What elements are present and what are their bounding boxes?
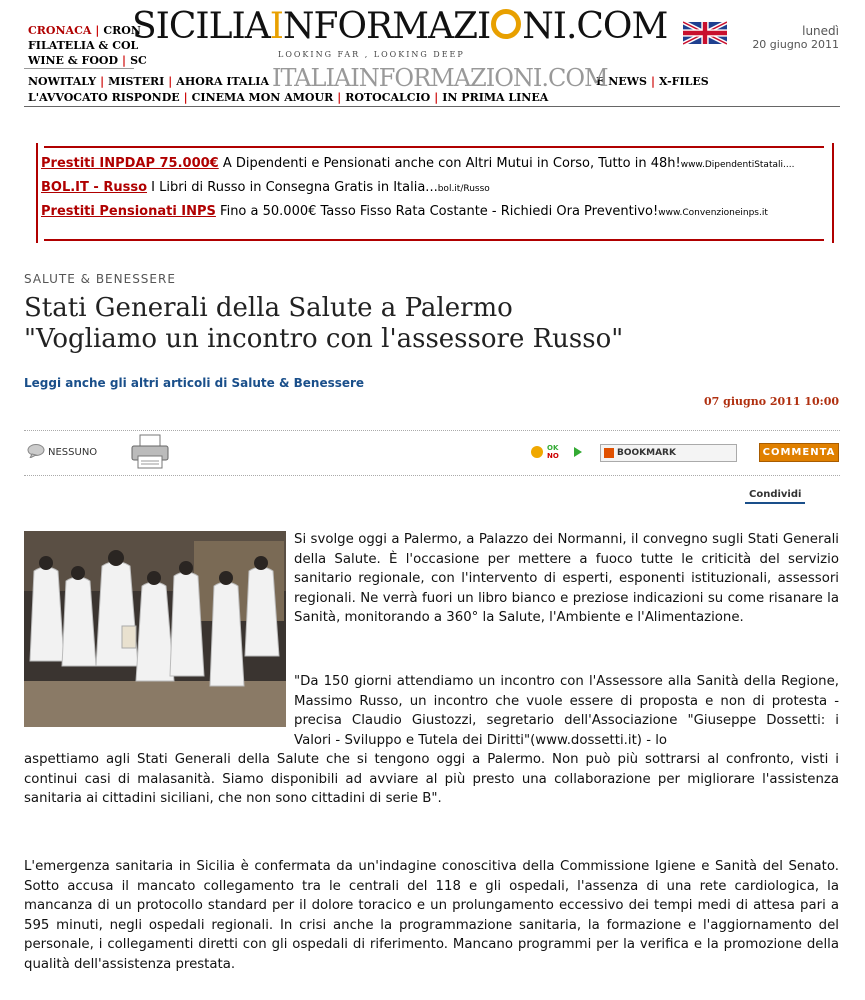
printer-icon[interactable] bbox=[130, 434, 170, 470]
ad-item[interactable]: Prestiti INPDAP 75.000€ A Dipendenti e Pensionati anche con Altri Mutui in Corso, Tutto in 48h!www.DipendentiStatali.... bbox=[41, 156, 795, 171]
nav-row-1: CRONACA | CRON bbox=[24, 24, 145, 37]
uk-flag-icon[interactable] bbox=[683, 18, 727, 48]
logo-tagline: LOOKING FAR , LOOKING DEEP bbox=[278, 50, 465, 59]
nav-item-x-files[interactable]: X-FILES bbox=[658, 75, 709, 88]
logo-o-icon bbox=[491, 9, 521, 39]
nav-item-cronaca[interactable]: CRONACA bbox=[28, 24, 92, 37]
ad-item[interactable]: BOL.IT - Russo I Libri di Russo in Consegna Gratis in Italia...bol.it/Russo bbox=[41, 180, 490, 195]
comments-count[interactable]: NESSUNO bbox=[48, 447, 98, 458]
svg-text:OK: OK bbox=[547, 444, 559, 452]
nav-item-news[interactable]: E NEWS bbox=[596, 75, 647, 88]
nav-item-sc[interactable]: SC bbox=[130, 54, 147, 67]
current-date: lunedì 20 giugno 2011 bbox=[752, 24, 839, 51]
article-paragraph: Si svolge oggi a Palermo, a Palazzo dei Normanni, il convegno sugli Stati Generali della Salute. È l'occasione per mettere a fuoco tutte le criticità del servizio sanitario regionale, con l'intervento di esperti, esponenti istituzionali, assessori regionali. Ne verrà fuori un libro bianco e preziose indicazioni su come risanare la Sanità, monitorando a 360° la Salute, l'Ambiente e l'Alimentazione. bbox=[294, 532, 839, 626]
read-more-link[interactable]: Leggi anche gli altri articoli di Salute & Benessere bbox=[24, 376, 365, 390]
nav-row-2 bbox=[24, 39, 142, 52]
nav-item-cron[interactable]: CRON bbox=[103, 24, 141, 37]
nav-item-in-prima-linea[interactable]: IN PRIMA LINEA bbox=[442, 91, 549, 104]
site-logo[interactable]: SICILIAINFORMAZI NI.COM bbox=[132, 6, 668, 47]
svg-text:NO: NO bbox=[547, 452, 559, 460]
comment-button[interactable]: COMMENTA bbox=[759, 443, 839, 462]
article-photo bbox=[24, 531, 286, 727]
nav-row-3: WINE & FOOD | SC bbox=[24, 54, 151, 67]
nav-item-rotocalcio[interactable]: ROTOCALCIO bbox=[345, 91, 431, 104]
nav-item-cinema[interactable]: CINEMA MON AMOUR bbox=[191, 91, 334, 104]
article-paragraph: L'emergenza sanitaria in Sicilia è confermata da un'indagine conoscitiva della Commissione Igiene e Sanità del Senato. Sotto accusa il mancato collegamento tra le centrali del 118 e gli ospedali, l'assenza di una rete cardiologica, la mancanza di un protocollo standard per il dolore toracico e un prolungamento eccessivo dei tempi medi di attesa pari a 595 minuti, negli ospedali regionali. In crisi anche la programmazione sanitaria, la formazione e l'aggiornamento del personale, i collegamenti diretti con gli ospedali di riferimento. Mancano programmi per la verifica e la promozione della qualità dell'assistenza prestata. bbox=[24, 859, 839, 972]
nav-item-ahora-italia[interactable]: AHORA ITALIA bbox=[176, 75, 269, 88]
nav-row-4-right: E NEWS | X-FILES bbox=[592, 75, 713, 88]
nav-row-4: NOWITALY | MISTERI | AHORA ITALIA bbox=[24, 75, 273, 88]
nav-item-avvocato[interactable]: L'AVVOCATO RISPONDE bbox=[28, 91, 180, 104]
article-paragraph: "Da 150 giorni attendiamo un incontro con l'Assessore alla Sanità della Regione, Massimo Russo, un incontro che vuole essere di proposta e non di protesta - precisa Claudio Giustozzi, segretario dell'Associazione "Giuseppe Dossetti: i Valori - Sviluppo e Tutela dei Diritti"(www.dossetti.it) - lo bbox=[294, 674, 839, 748]
nav-item-filatelia[interactable]: FILATELIA & COL bbox=[28, 39, 139, 52]
ad-item[interactable]: Prestiti Pensionati INPS Fino a 50.000€ Tasso Fisso Rata Costante - Richiedi Ora Preventivo!www.Convenzioneinps.it bbox=[41, 204, 768, 219]
share-link[interactable]: Condividi bbox=[745, 489, 805, 504]
sub-logo[interactable]: ITALIAINFORMAZIONI.COM bbox=[272, 64, 608, 92]
bookmark-button[interactable]: BOOKMARK bbox=[600, 444, 737, 462]
comment-bubble-icon bbox=[27, 444, 45, 458]
article-category[interactable]: SALUTE & BENESSERE bbox=[24, 272, 176, 286]
nav-row-5: L'AVVOCATO RISPONDE | CINEMA MON AMOUR | ROTOCALCIO | IN PRIMA LINEA bbox=[24, 91, 552, 104]
article-paragraph: aspettiamo agli Stati Generali della Salute che si tengono oggi a Palermo. Non può più sottrarsi al confronto, visti i continui casi di malasanità. Siamo disponibili ad avviare al più presto una collaborazione per migliorare l'assistenza sanitaria ai cittadini siciliani, che non sono cittadini di serie B". bbox=[24, 752, 839, 807]
nav-item-wine-food[interactable]: WINE & FOOD bbox=[28, 54, 119, 67]
nav-item-misteri[interactable]: MISTERI bbox=[108, 75, 165, 88]
okno-vote-icon[interactable] bbox=[530, 442, 586, 460]
nav-item-nowitaly[interactable]: NOWITALY bbox=[28, 75, 97, 88]
plus-icon bbox=[604, 448, 614, 458]
article-date: 07 giugno 2011 10:00 bbox=[704, 395, 839, 408]
article-title: Stati Generali della Salute a Palermo "Vogliamo un incontro con l'assessore Russo" bbox=[24, 293, 624, 354]
